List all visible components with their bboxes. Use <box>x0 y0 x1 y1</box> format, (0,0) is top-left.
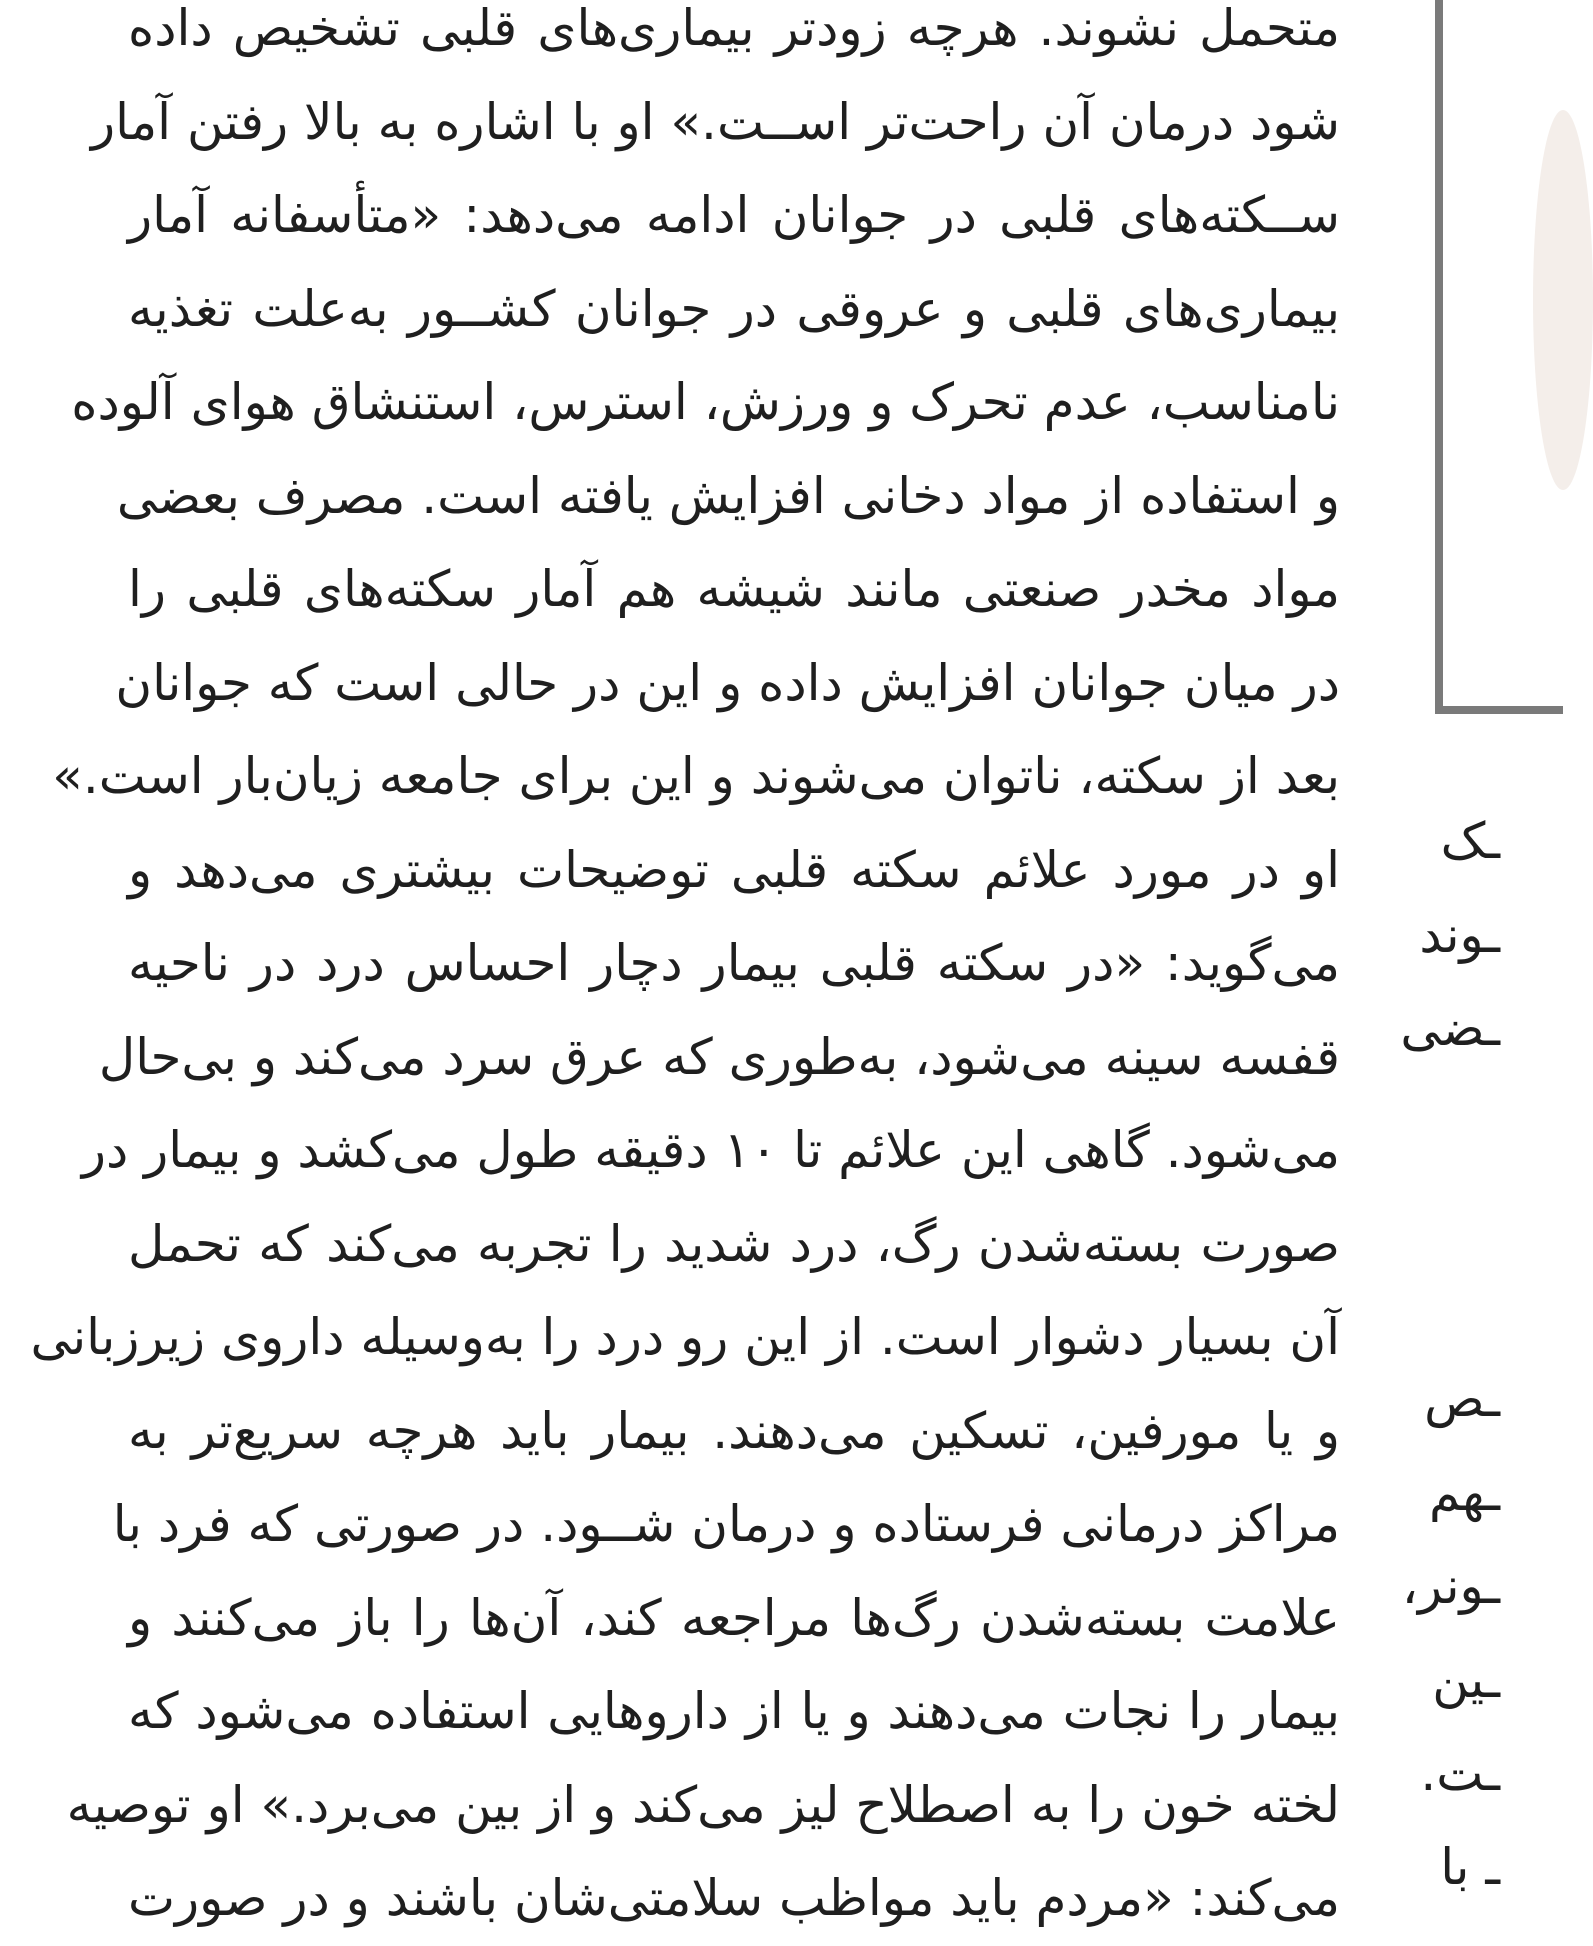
article-line: بیماری‌های قلبی و عروقی در جوانان کشــور به‌علت تغذیه <box>128 279 1340 338</box>
article-line: و یا مورفین، تسکین می‌دهند. بیمار باید هرچه سریع‌تر به <box>128 1401 1340 1460</box>
adjacent-column-bottom <box>1401 1353 1500 1914</box>
article-line: متحمل نشوند. هرچه زودتر بیماری‌های قلبی تشخیص داده <box>128 0 1340 57</box>
adjacent-column-fragment: ـک <box>1440 812 1500 870</box>
article-line: قفسه سینه می‌شود، به‌طوری که عرق سرد می‌کند و بی‌حال <box>98 1027 1340 1086</box>
article-line: در میان جوانان افزایش داده و این در حالی است که جوانان <box>115 653 1340 712</box>
adjacent-column-fragment: ـص <box>1424 1370 1500 1428</box>
article-main-column <box>30 0 1340 1946</box>
article-line: او در مورد علائم سکته قلبی توضیحات بیشتری می‌دهد و <box>128 840 1340 899</box>
adjacent-column-fragment: ـ با <box>1440 1837 1500 1896</box>
article-line: علامت بسته‌شدن رگ‌ها مراجعه کند، آن‌ها را باز می‌کنند و <box>128 1588 1340 1647</box>
article-line: مراکز درمانی فرستاده و درمان شــود. در صورتی که فرد با <box>112 1495 1340 1553</box>
article-line: نامناسب، عدم تحرک و ورزش، استرس، استنشاق هوای آلوده <box>71 373 1340 431</box>
article-line: می‌شود. گاهی این علائم تا ۱۰ دقیقه طول می‌کشد و بیمار در <box>81 1121 1340 1179</box>
photo-edge <box>1533 110 1593 490</box>
article-line: بعد از سکته، ناتوان می‌شوند و این برای جامعه زیان‌بار است.» <box>52 747 1340 805</box>
article-line: بیمار را نجات می‌دهند و یا از داروهایی استفاده می‌شود که <box>128 1682 1340 1740</box>
adjacent-column-fragment: ـهم <box>1429 1463 1500 1522</box>
article-line: آن بسیار دشوار است. از این رو درد را به‌وسیله داروی زیرزبانی <box>30 1308 1340 1366</box>
article-line: می‌کند: «مردم باید مواظب سلامتی‌شان باشند و در صورت <box>127 1869 1340 1927</box>
article-line: می‌گوید: «در سکته قلبی بیمار دچار احساس درد در ناحیه <box>128 934 1340 992</box>
article-line: صورت بسته‌شدن رگ، درد شدید را تجربه می‌کند که تحمل <box>128 1214 1340 1273</box>
article-line: و استفاده از مواد دخانی افزایش یافته است. مصرف بعضی <box>116 466 1340 525</box>
adjacent-column-fragment: ـونر، <box>1401 1557 1500 1615</box>
adjacent-column-top <box>1400 795 1500 1076</box>
photo-frame <box>1435 0 1563 714</box>
adjacent-column-fragment: ـوند <box>1419 905 1500 964</box>
adjacent-column-fragment: ـضی <box>1400 999 1500 1057</box>
article-line: مواد مخدر صنعتی مانند شیشه هم آمار سکته‌های قلبی را <box>128 560 1340 618</box>
article-line: لخته خون را به اصطلاح لیز می‌کند و از بین می‌برد.» او توصیه <box>66 1775 1340 1834</box>
article-line: شود درمان آن راحت‌تر اســت.» او با اشاره به بالا رفتن آمار <box>91 92 1340 151</box>
adjacent-column-fragment: ـین <box>1432 1650 1500 1709</box>
adjacent-column-fragment: ـت. <box>1420 1744 1500 1802</box>
article-line: ســکته‌های قلبی در جوانان ادامه می‌دهد: «متأسفانه آمار <box>128 186 1340 244</box>
